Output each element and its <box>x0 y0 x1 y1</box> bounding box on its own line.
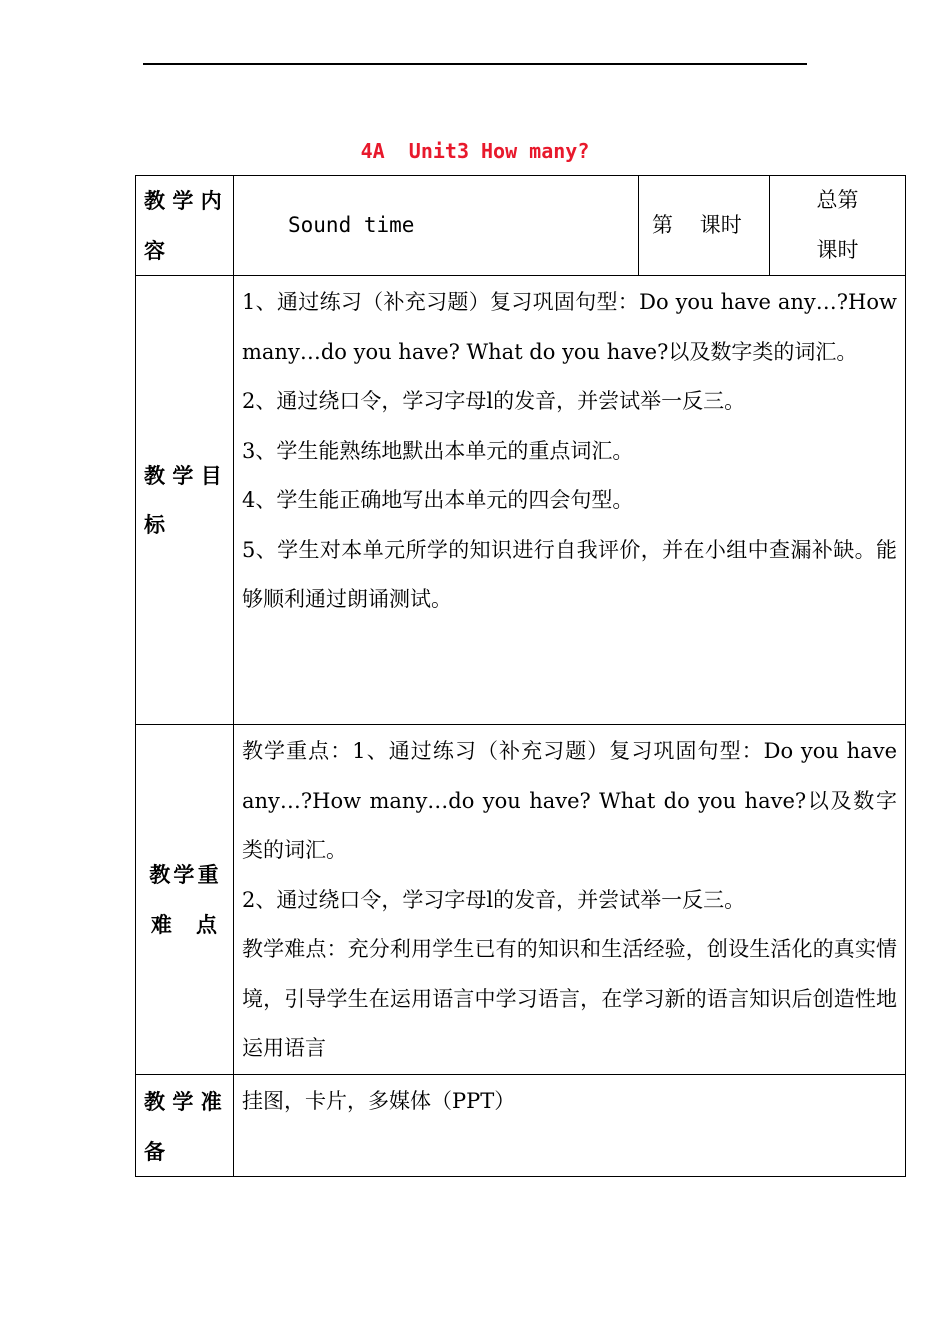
key-point-item: 教学重点：1、通过练习（补充习题）复习巩固句型：Do you have any…?How many…do you have? What do you have?以及数字类的词汇。 <box>242 739 897 862</box>
key-point-item: 2、通过绕口令，学习字母l的发音，并尝试举一反三。 <box>242 887 746 912</box>
objectives-content <box>234 276 906 725</box>
total-lesson-line1: 总第 <box>816 188 859 212</box>
preparation-row <box>136 1075 906 1177</box>
objectives-label: 教学目标 <box>136 276 234 725</box>
content-value: Sound time <box>234 176 639 276</box>
key-point-item: 教学难点：充分利用学生已有的知识和生活经验，创设生活化的真实情境，引导学生在运用语言中学习语言，在学习新的语言知识后创造性地运用语言 <box>242 937 897 1060</box>
key-points-content <box>234 725 906 1075</box>
preparation-content: 挂图，卡片，多媒体（PPT） <box>234 1075 906 1177</box>
key-points-label-line1: 教学重 <box>149 862 222 887</box>
objective-item: 1、通过练习（补充习题）复习巩固句型：Do you have any…?How many…do you have? What do you have?以及数字类的词汇。 <box>242 290 897 364</box>
header-rule <box>143 63 807 65</box>
content-label: 教学内容 <box>136 176 234 276</box>
key-points-row <box>136 725 906 1075</box>
lesson-label: 第 课时 <box>639 176 770 276</box>
header-row <box>136 176 906 276</box>
objectives-row <box>136 276 906 725</box>
total-lesson-line2: 课时 <box>816 237 859 262</box>
document-title: 4A Unit3 How many? <box>360 139 590 163</box>
key-points-label <box>136 725 234 1075</box>
objective-item: 5、学生对本单元所学的知识进行自我评价，并在小组中查漏补缺。能够顺利通过朗诵测试。 <box>242 537 897 611</box>
objective-item: 4、学生能正确地写出本单元的四会句型。 <box>242 488 634 512</box>
preparation-label: 教学准备 <box>136 1075 234 1177</box>
lesson-plan-table <box>135 175 906 1177</box>
key-points-label-line2: 难 点 <box>150 911 221 937</box>
objective-item: 3、学生能熟练地默出本单元的重点词汇。 <box>242 438 634 463</box>
objective-item: 2、通过绕口令，学习字母l的发音，并尝试举一反三。 <box>242 389 746 413</box>
total-lesson-label <box>770 176 906 276</box>
